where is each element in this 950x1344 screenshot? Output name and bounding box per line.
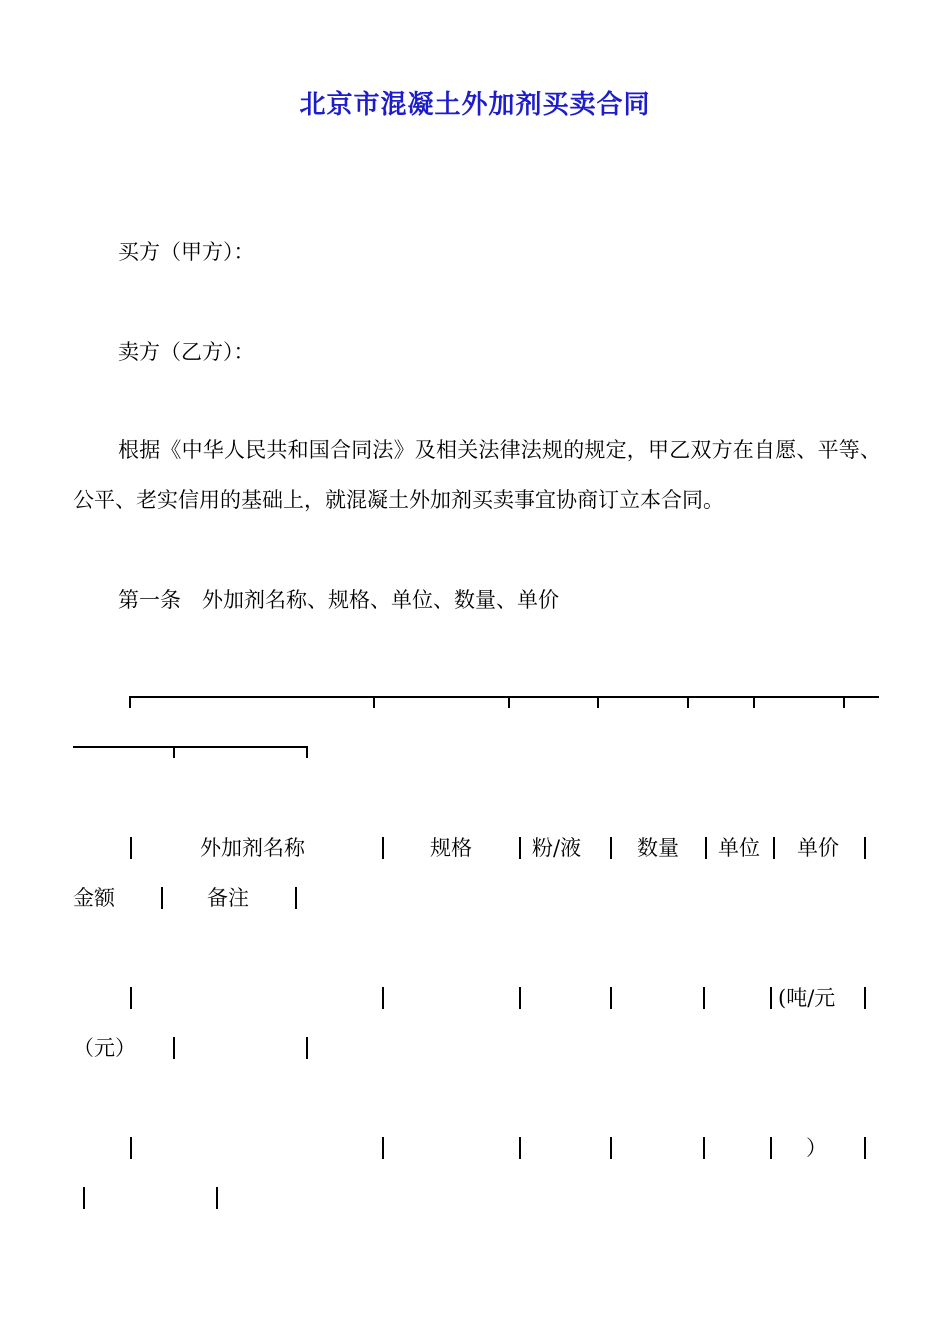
preamble-paragraph: 根据《中华人民共和国合同法》及相关法律法规的规定，甲乙双方在自愿、平等、公平、老实信用的基础上，就混凝土外加剂买卖事宜协商订立本合同。 [73, 438, 881, 512]
article-1-heading: 第一条 外加剂名称、规格、单位、数量、单价 [118, 588, 559, 612]
page-title: 北京市混凝土外加剂买卖合同 [299, 90, 651, 120]
price-unit-close: ） [806, 1136, 827, 1160]
header-form: 粉/液 [532, 836, 582, 860]
seller-label: 卖方（乙方）： [118, 340, 255, 364]
header-remark: 备注 [207, 886, 249, 910]
amount-unit-label: （元） [73, 1036, 136, 1060]
header-name: 外加剂名称 [200, 836, 305, 860]
price-unit-label: (吨/元 [778, 986, 836, 1010]
header-spec: 规格 [430, 836, 472, 860]
header-qty: 数量 [637, 836, 679, 860]
header-unit: 单位 [718, 836, 760, 860]
header-amount: 金额 [73, 886, 115, 910]
buyer-label: 买方（甲方）： [118, 240, 255, 264]
header-price: 单价 [797, 836, 839, 860]
